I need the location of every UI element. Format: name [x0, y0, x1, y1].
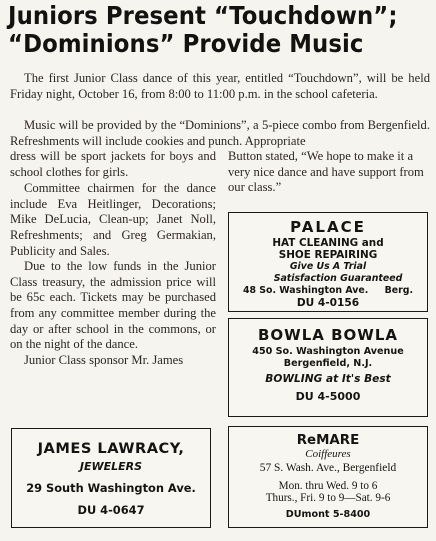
left-col-paragraph-1: dress will be sport jackets for boys and school clothes for girls. — [10, 149, 216, 179]
ad-bowla-line3: BOWLING at It's Best — [265, 373, 391, 385]
ad-james-lawracy — [11, 428, 211, 528]
ad-palace-line1: HAT CLEANING and — [272, 237, 384, 249]
headline-line-2: “Dominions” Provide Music — [8, 29, 364, 58]
left-col-paragraph-4: Junior Class sponsor Mr. James — [24, 352, 184, 367]
headline-line-1: Juniors Present “Touchdown”; — [8, 1, 398, 30]
article-left-column — [10, 149, 216, 368]
ad-bowla-line2: Bergenfield, N.J. — [283, 358, 373, 369]
headline — [8, 2, 402, 58]
ad-lawracy-phone: DU 4-0647 — [77, 503, 145, 517]
ad-palace-phone: DU 4-0156 — [296, 297, 360, 309]
ad-remare-phone: DUmont 5-8400 — [285, 509, 371, 520]
ad-remare-line2: 57 S. Wash. Ave., Bergenfield — [259, 462, 397, 474]
ad-remare-line1: Coiffeures — [305, 448, 351, 460]
ad-palace-name: PALACE — [290, 218, 366, 236]
ad-bowla-line1: 450 So. Washington Avenue — [252, 346, 404, 357]
left-col-paragraph-3: Due to the low funds in the Junior Class treasury, the admission price will be 65c each. Tickets may be purchased from any committee member during the day or after school in the commons, or on the night of the dance. — [10, 259, 216, 352]
article-paragraph-2: Music will be provided by the “Dominions”, a 5-piece combo from Bergenfield. Refreshments will include cookies and punch. Appropriate — [10, 118, 430, 148]
ad-lawracy-line2: 29 South Washington Ave. — [26, 481, 196, 495]
ad-remare — [228, 426, 428, 528]
ad-bowla-name: BOWLA BOWLA — [257, 326, 399, 344]
ad-palace-line4: Satisfaction Guaranteed — [273, 273, 403, 284]
ad-remare-line4: Thurs., Fri. 9 to 9—Sat. 9-6 — [265, 492, 391, 504]
ad-palace-line3: Give Us A Trial — [289, 261, 367, 272]
ad-palace-line5: 48 So. Washington Ave. Berg. — [242, 285, 414, 296]
ad-lawracy-line1: JEWELERS — [79, 460, 143, 473]
ad-remare-line3: Mon. thru Wed. 9 to 6 — [278, 480, 378, 492]
ad-bowla-phone: DU 4-5000 — [295, 390, 361, 403]
article-right-column: Button stated, “We hope to make it a very nice dance and have support from our class.” — [228, 149, 424, 195]
article-paragraph-1: The first Junior Class dance of this year, entitled “Touchdown”, will be held Friday night, October 16, from 8:00 to 11:00 p.m. in the school cafeteria. — [10, 71, 430, 101]
ad-remare-name: ReMARE — [296, 433, 360, 448]
left-col-paragraph-2: Committee chairmen for the dance include Eva Heitlinger, Decorations; Mike DeLucia, Clean-up; Janet Noll, Refreshments; and Greg Germakian, Publicity and Sales. — [10, 181, 216, 258]
ad-bowla-bowla — [228, 318, 428, 417]
ad-lawracy-name: JAMES LAWRACY, — [37, 440, 185, 457]
ad-palace-line2: SHOE REPAIRING — [278, 249, 378, 261]
ad-palace — [228, 212, 428, 312]
